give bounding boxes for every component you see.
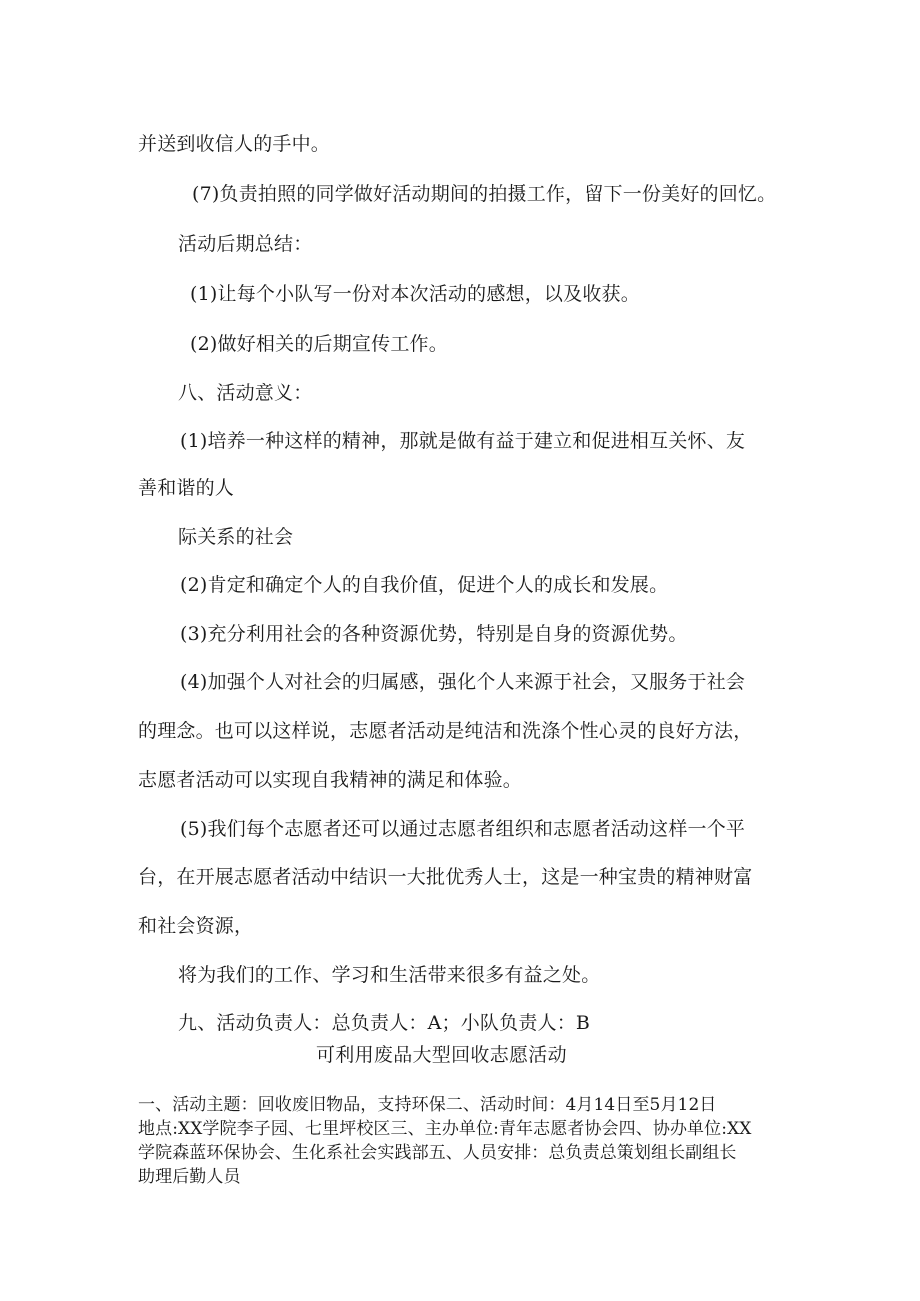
paragraph-line: 善和谐的人 xyxy=(138,477,235,499)
body-small-line: 地点:XX学院李子园、七里坪校区三、主办单位:青年志愿者协会四、协办单位:XX xyxy=(138,1119,752,1139)
paragraph-line: (4)加强个人对社会的归属感，强化个人来源于社会，又服务于社会 xyxy=(180,671,746,693)
paragraph-line: (1)培养一种这样的精神，那就是做有益于建立和促进相互关怀、友 xyxy=(180,430,746,452)
paragraph-line: 将为我们的工作、学习和生活带来很多有益之处。 xyxy=(178,964,601,986)
body-small-line: 一、活动主题：回收废旧物品，支持环保二、活动时间：4月14日至5月12日 xyxy=(138,1095,717,1115)
body-small-line: 助理后勤人员 xyxy=(138,1167,241,1187)
paragraph-line: (5)我们每个志愿者还可以通过志愿者组织和志愿者活动这样一个平 xyxy=(180,818,746,840)
paragraph-line: (2)做好相关的后期宣传工作。 xyxy=(190,333,448,355)
paragraph-line: 台，在开展志愿者活动中结识一大批优秀人士，这是一种宝贵的精神财富 xyxy=(138,866,753,888)
paragraph-line: 并送到收信人的手中。 xyxy=(138,133,331,155)
section-heading: 八、活动意义： xyxy=(178,382,313,404)
body-small-line: 学院森蓝环保协会、生化系社会实践部五、人员安排：总负责总策划组长副组长 xyxy=(138,1143,737,1163)
paragraph-line: 际关系的社会 xyxy=(178,526,294,548)
paragraph-line: (1)让每个小队写一份对本次活动的感想，以及收获。 xyxy=(190,283,640,305)
paragraph-line: 志愿者活动可以实现自我精神的满足和体验。 xyxy=(138,769,523,791)
paragraph-line: 的理念。也可以这样说，志愿者活动是纯洁和洗涤个性心灵的良好方法， xyxy=(138,720,753,742)
section-heading: 活动后期总结： xyxy=(178,233,313,255)
section-heading: 九、活动负责人：总负责人：A；小队负责人：B xyxy=(178,1012,591,1034)
paragraph-line: (2)肯定和确定个人的自我价值，促进个人的成长和发展。 xyxy=(180,574,669,596)
document-title: 可利用废品大型回收志愿活动 xyxy=(316,1044,567,1066)
paragraph-line: (7)负责拍照的同学做好活动期间的拍摄工作，留下一份美好的回忆。 xyxy=(192,183,777,205)
paragraph-line: (3)充分利用社会的各种资源优势，特别是自身的资源优势。 xyxy=(180,623,688,645)
paragraph-line: 和社会资源， xyxy=(138,915,254,937)
